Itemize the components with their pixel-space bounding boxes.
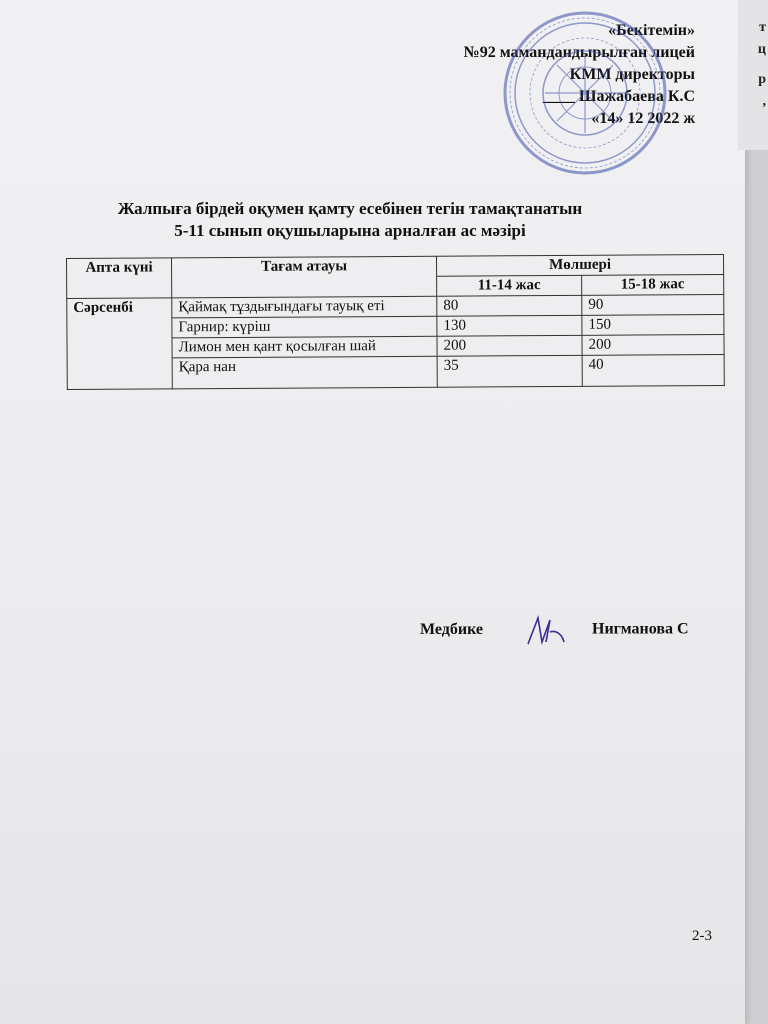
dish-cell: Қара нан xyxy=(172,356,437,389)
edge-text: р xyxy=(758,72,766,87)
edge-text: ц xyxy=(757,42,766,57)
dish-cell: Қаймақ тұздығындағы тауық еті xyxy=(172,296,437,318)
amount-11-14-cell: 130 xyxy=(437,315,582,336)
amount-15-18-cell: 150 xyxy=(582,314,724,335)
amount-11-14-cell: 35 xyxy=(437,355,582,387)
approval-director: ____ Шажабаева К.С xyxy=(542,88,695,105)
approval-heading: «Бекітемін» xyxy=(608,22,695,39)
signature-block xyxy=(420,612,689,648)
header-age-11-14: 11-14 жас xyxy=(437,275,582,296)
menu-table xyxy=(66,254,725,390)
approval-position: КММ директоры xyxy=(569,66,695,83)
amount-15-18-cell: 200 xyxy=(582,334,724,355)
edge-text: т xyxy=(759,20,766,35)
approval-date: «14» 12 2022 ж xyxy=(591,110,695,127)
amount-15-18-cell: 40 xyxy=(582,354,724,386)
header-dish: Тағам атауы xyxy=(172,256,437,298)
amount-11-14-cell: 200 xyxy=(437,335,582,356)
title-line-1: Жалпыға бірдей оқумен қамту есебінен тегін тамақтанатын xyxy=(117,199,583,218)
header-amount: Мөлшері xyxy=(436,254,723,276)
header-day: Апта күні xyxy=(67,258,172,299)
page-number: 2-3 xyxy=(692,928,712,944)
approval-institution: №92 мамандандырылған лицей xyxy=(463,44,695,61)
signature-name: Нигманова С xyxy=(592,620,689,638)
edge-text: , xyxy=(762,94,766,109)
underlying-page-edge xyxy=(738,0,768,150)
amount-11-14-cell: 80 xyxy=(437,295,582,316)
day-cell: Сәрсенбі xyxy=(67,298,173,390)
dish-cell: Гарнир: күріш xyxy=(172,316,437,338)
title-line-2: 5-11 сынып оқушыларына арналған ас мәзірі xyxy=(174,221,526,240)
amount-15-18-cell: 90 xyxy=(582,294,724,315)
official-stamp-seal xyxy=(500,8,670,178)
header-age-15-18: 15-18 жас xyxy=(582,274,724,295)
document-title xyxy=(100,198,600,242)
dish-cell: Лимон мен қант қосылған шай xyxy=(172,336,437,358)
handwritten-signature xyxy=(524,612,568,648)
signature-role: Медбике xyxy=(420,620,484,638)
